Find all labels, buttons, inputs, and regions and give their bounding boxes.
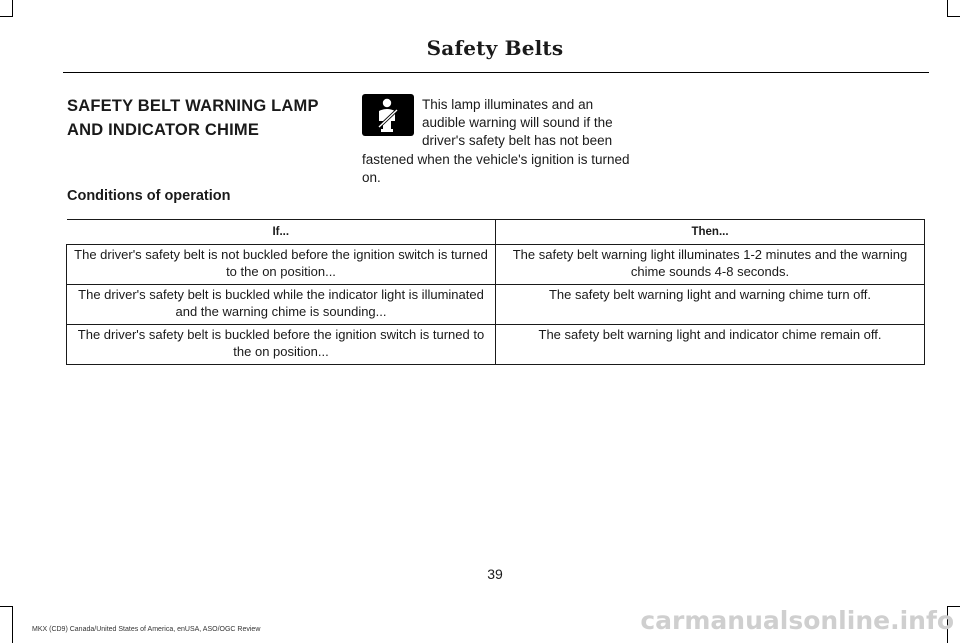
column-header-then: Then... — [496, 220, 925, 245]
table-cell-then: The safety belt warning light and warning chime turn off. — [496, 285, 925, 325]
table-header-row — [67, 220, 925, 245]
table-row — [67, 245, 925, 285]
conditions-title: Conditions of operation — [67, 188, 231, 204]
crop-mark-top-left — [0, 0, 13, 17]
column-header-if: If... — [67, 220, 496, 245]
header-rule — [63, 72, 929, 73]
section-description: This lamp illuminates and an audible warning will sound if the driver's safety belt has not been fastened when the vehicle's ignition is turned on. — [362, 97, 630, 185]
crop-mark-top-right — [947, 0, 960, 17]
table-cell-then: The safety belt warning light illuminates 1-2 minutes and the warning chime sounds 4-8 seconds. — [496, 245, 925, 285]
running-header-title: Safety Belts — [426, 36, 564, 60]
watermark-text: carmanualsonline.info — [640, 606, 954, 635]
table-row — [67, 285, 925, 325]
document-info-footer: MKX (CD9) Canada/United States of America, enUSA, ASO/OGC Review — [32, 626, 261, 633]
icon-spacer — [362, 96, 422, 148]
section-title-line-1: SAFETY BELT WARNING LAMP — [67, 97, 319, 115]
table-cell-then: The safety belt warning light and indicator chime remain off. — [496, 325, 925, 365]
page-number: 39 — [487, 566, 503, 582]
section-title — [67, 94, 337, 142]
table-cell-if: The driver's safety belt is buckled before the ignition switch is turned to the on position... — [67, 325, 496, 365]
table-row — [67, 325, 925, 365]
conditions-table — [66, 219, 925, 365]
table-cell-if: The driver's safety belt is buckled while the indicator light is illuminated and the warning chime is sounding... — [67, 285, 496, 325]
table-cell-if: The driver's safety belt is not buckled before the ignition switch is turned to the on position... — [67, 245, 496, 285]
crop-mark-bottom-left — [0, 606, 13, 643]
section-title-line-2: AND INDICATOR CHIME — [67, 121, 260, 139]
section-description-block — [362, 96, 634, 187]
